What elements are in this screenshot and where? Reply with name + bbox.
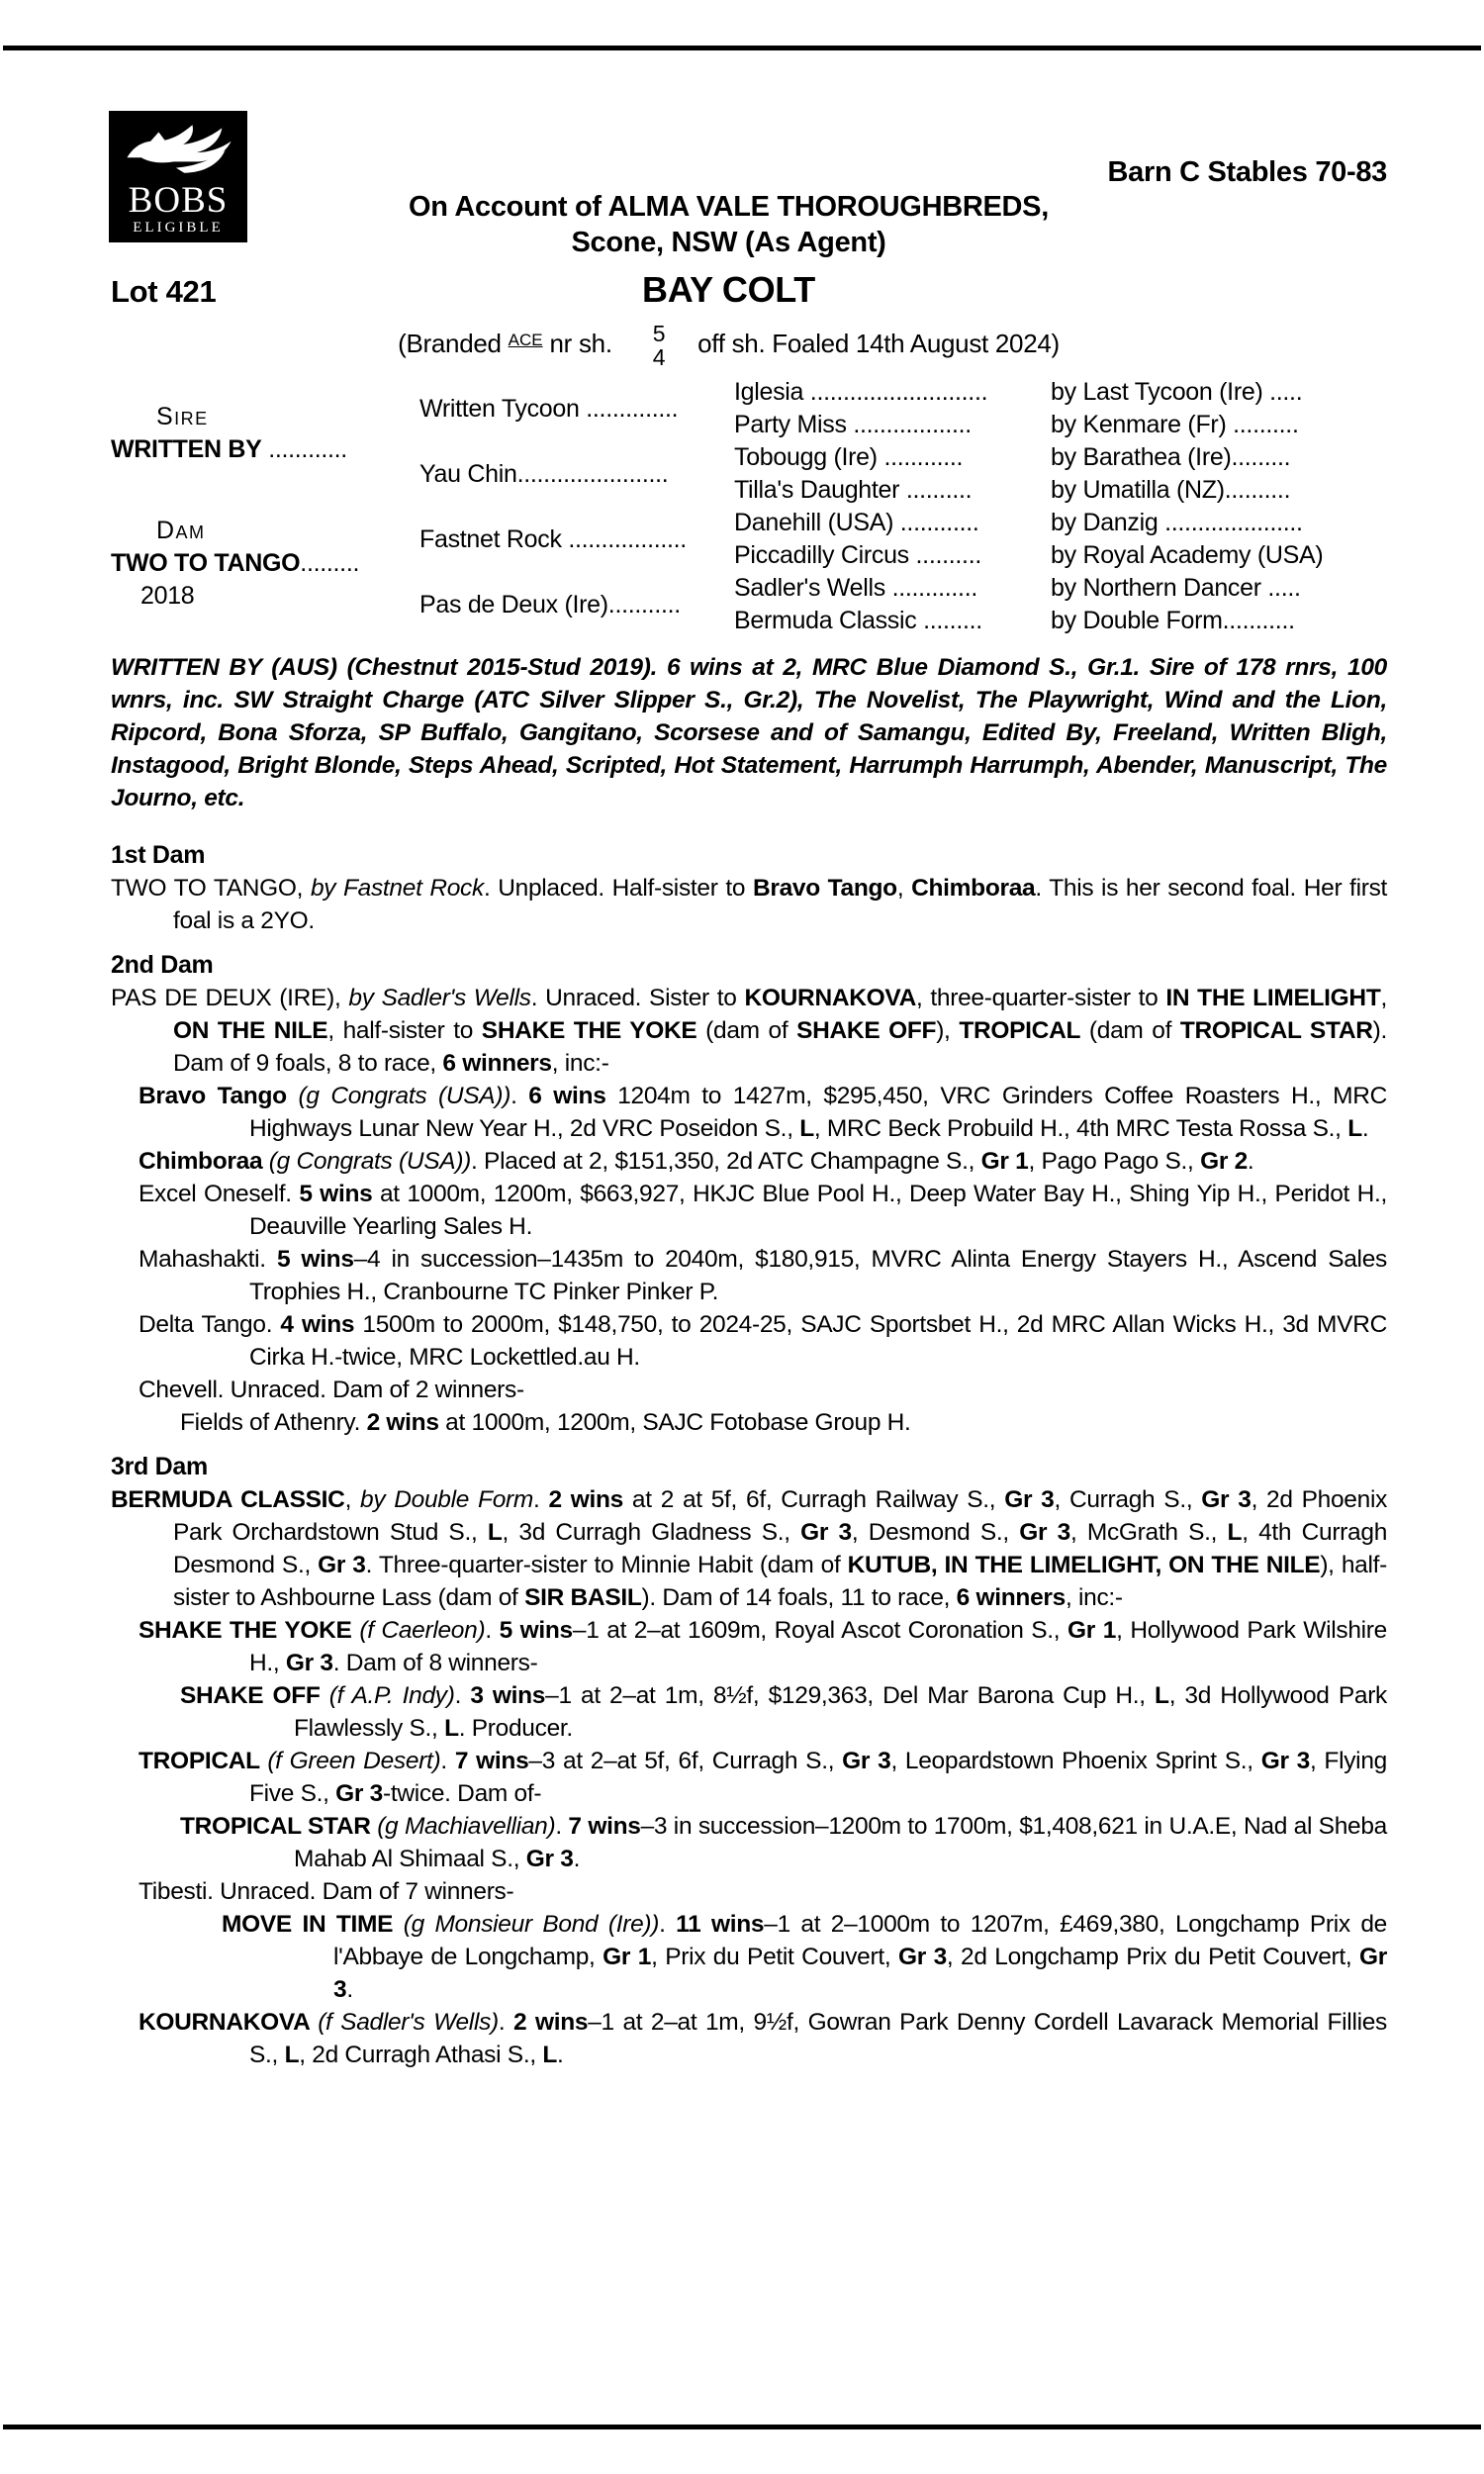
dam-record-two-to-tango: TWO TO TANGO, by Fastnet Rock. Unplaced. Half-sister to Bravo Tango, Chimboraa. This is her second foal. Her first foal is a 2YO. [111,874,1388,934]
page-content [111,376,1387,2071]
progeny-entry-kournakova: KOURNAKOVA (f Sadler's Wells). 2 wins–1 at 2–at 1m, 9½f, Gowran Park Denny Cordell Lavarack Memorial Fillies S., L, 2d Curragh Athasi S., L. [139,2008,1388,2068]
gen2-sire-of-dam: Fastnet Rock .................. [419,524,687,553]
section-heading-3rd-dam: 3rd Dam [111,1452,208,1480]
brand-near-shoulder: nr sh. [549,329,612,359]
sire-record-blurb: WRITTEN BY (AUS) (Chestnut 2015-Stud 2019). 6 wins at 2, MRC Blue Diamond S., Gr.1. Sire of 178 rnrs, 100 wnrs, inc. SW Straight Charge (ATC Silver Slipper S., Gr.2), The Novelist, The Playwright, Wind and the Lion, Ripcord, Bona Sforza, SP Buffalo, Gangitano, Scorsese and of Samangu, Edited By, Freeland, Written Bligh, Instagood, Bright Blonde, Steps Ahead, Scripted, Hot Statement, Harrumph Harrumph, Abender, Manuscript, The Journo, etc. [111,654,1387,811]
leader-dots: ............ [261,434,347,463]
progeny-entry-move-in-time: MOVE IN TIME (g Monsieur Bond (Ire)). 11 wins–1 at 2–1000m to 1207m, £469,380, Longchamp Prix de l'Abbaye de Longchamp, Gr 1, Prix du Petit Couvert, Gr 3, 2d Longchamp Prix du Petit Couvert, Gr 3. [222,1910,1388,2003]
pedigree-gen3-row: Danehill (USA) ............ by Danzig ..................... [734,509,1303,536]
brand-count-fraction [653,322,666,369]
top-rule [3,46,1481,50]
brand-frac-top: 5 [652,321,666,346]
section-heading-1st-dam: 1st Dam [111,840,206,869]
progeny-entry-delta-tango: Delta Tango. 4 wins 1500m to 2000m, $148,750, to 2024-25, SAJC Sportsbet H., 2d MRC Allan Wicks H., 3d MVRC Cirka H.-twice, MRC Lockettled.au H. [139,1310,1387,1371]
sire-label: Sire [156,402,209,430]
pedigree-gen3-row: Piccadilly Circus .......... by Royal Academy (USA) [734,541,1324,569]
progeny-entry-tropical-star: TROPICAL STAR (g Machiavellian). 7 wins–3 in succession–1200m to 1700m, $1,408,621 in U.A.E, Nad al Sheba Mahab Al Shimaal S., Gr 3. [180,1812,1387,1872]
pedigree-gen2-column [419,376,734,637]
pedigree-table [111,376,1387,637]
dam-name: TWO TO TANGO......... [111,549,360,578]
pedigree-gen3-row: Iglesia ........................... by Last Tycoon (Ire) ..... [734,378,1303,406]
dam-foaling-year: 2018 [140,582,195,611]
progeny-entry-tibesti: Tibesti. Unraced. Dam of 7 winners- [139,1877,514,1905]
pedigree-gen3-row: Sadler's Wells ............. by Northern Dancer ..... [734,574,1301,602]
leader-dots: ......... [300,549,360,578]
progeny-entry-mahashakti: Mahashakti. 5 wins–4 in succession–1435m to 2040m, $180,915, MVRC Alinta Energy Stayers H., Ascend Sales Trophies H., Cranbourne TC Pinker Pinker P. [139,1245,1387,1305]
barn-stables-label: Barn C Stables 70-83 [1107,156,1387,188]
progeny-entry-shake-the-yoke: SHAKE THE YOKE (f Caerleon). 5 wins–1 at 2–at 1609m, Royal Ascot Coronation S., Gr 1, Hollywood Park Wilshire H., Gr 3. Dam of 8 winners- [139,1616,1387,1676]
bottom-rule [3,2425,1481,2429]
progeny-entry-tropical: TROPICAL (f Green Desert). 7 wins–3 at 2–at 5f, 6f, Curragh S., Gr 3, Leopardstown Phoenix Sprint S., Gr 3, Flying Five S., Gr 3-twice. Dam of- [139,1747,1387,1807]
logo-text-eligible: ELIGIBLE [133,220,224,237]
pedigree-gen3-row: Tilla's Daughter .......... by Umatilla (NZ).......... [734,476,1291,504]
brand-frac-bottom: 4 [652,344,666,371]
pedigree-gen3-row: Tobougg (Ire) ............ by Barathea (Ire)......... [734,443,1291,471]
brand-pre: (Branded [398,329,502,359]
brand-mark: ACE [508,331,543,350]
pedigree-gen3-row: Party Miss .................. by Kenmare (Fr) .......... [734,411,1299,438]
dam-block [111,515,419,613]
pedigree-gen1-column [111,376,419,637]
horse-head-icon [117,117,239,182]
gen2-dam-of-sire: Yau Chin....................... [419,459,669,488]
page-title: BAY COLT [642,269,815,310]
vendor-location-line: Scone, NSW (As Agent) [571,227,886,258]
progeny-entry-excel-oneself: Excel Oneself. 5 wins at 1000m, 1200m, $663,927, HKJC Blue Pool H., Deep Water Bay H., Shing Yip H., Peridot H., Deauville Yearling Sales H. [139,1180,1388,1240]
pedigree-gen3-row: Bermuda Classic ......... by Double Form........... [734,607,1295,634]
progeny-entry-bravo-tango: Bravo Tango (g Congrats (USA)). 6 wins 1204m to 1427m, $295,450, VRC Grinders Coffee Roasters H., MRC Highways Lunar New Year H., 2d VRC Poseidon S., L, MRC Beck Probuild H., 4th MRC Testa Rossa S., L. [139,1082,1387,1142]
progeny-entry-shake-off: SHAKE OFF (f A.P. Indy). 3 wins–1 at 2–at 1m, 8½f, $129,363, Del Mar Barona Cup H., L, 3d Hollywood Park Flawlessly S., L. Producer. [180,1681,1387,1742]
dam-record-bermuda-classic: BERMUDA CLASSIC, by Double Form. 2 wins at 2 at 5f, 6f, Curragh Railway S., Gr 3, Curragh S., Gr 3, 2d Phoenix Park Orchardstown Stud S., L, 3d Curragh Gladness S., Gr 3, Desmond S., Gr 3, McGrath S., L, 4th Curragh Desmond S., Gr 3. Three-quarter-sister to Minnie Habit (dam of KUTUB, IN THE LIMELIGHT, ON THE NILE), half-sister to Ashbourne Lass (dam of SIR BASIL). Dam of 14 foals, 11 to race, 6 winners, inc:- [111,1485,1388,1611]
logo-text-bobs: BOBS [128,180,229,222]
sire-block [111,401,419,466]
foaled-date: off sh. Foaled 14th August 2024) [697,329,1060,359]
section-heading-2nd-dam: 2nd Dam [111,950,214,979]
progeny-entry-chimboraa: Chimboraa (g Congrats (USA)). Placed at 2, $151,350, 2d ATC Champagne S., Gr 1, Pago Pago S., Gr 2. [139,1147,1254,1175]
vendor-account-line: On Account of ALMA VALE THOROUGHBREDS, [409,191,1049,223]
sire-name: WRITTEN BY ............ [111,434,347,463]
pedigree-gen3-column [734,376,1387,637]
lot-number: Lot 421 [111,274,217,309]
gen2-dam-of-dam: Pas de Deux (Ire)........... [419,590,681,618]
dam-label: Dam [156,517,206,545]
dam-record-pas-de-deux: PAS DE DEUX (IRE), by Sadler's Wells. Unraced. Sister to KOURNAKOVA, three-quarter-sister to IN THE LIMELIGHT, ON THE NILE, half-sister to SHAKE THE YOKE (dam of SHAKE OFF), TROPICAL (dam of TROPICAL STAR). Dam of 9 foals, 8 to race, 6 winners, inc:- [111,984,1387,1077]
brand-line [0,322,1457,369]
progeny-entry-chevell: Chevell. Unraced. Dam of 2 winners- [139,1376,524,1403]
progeny-entry-fields-of-athenry: Fields of Athenry. 2 wins at 1000m, 1200m, SAJC Fotobase Group H. [180,1408,911,1436]
gen2-sire-of-sire: Written Tycoon .............. [419,394,679,423]
